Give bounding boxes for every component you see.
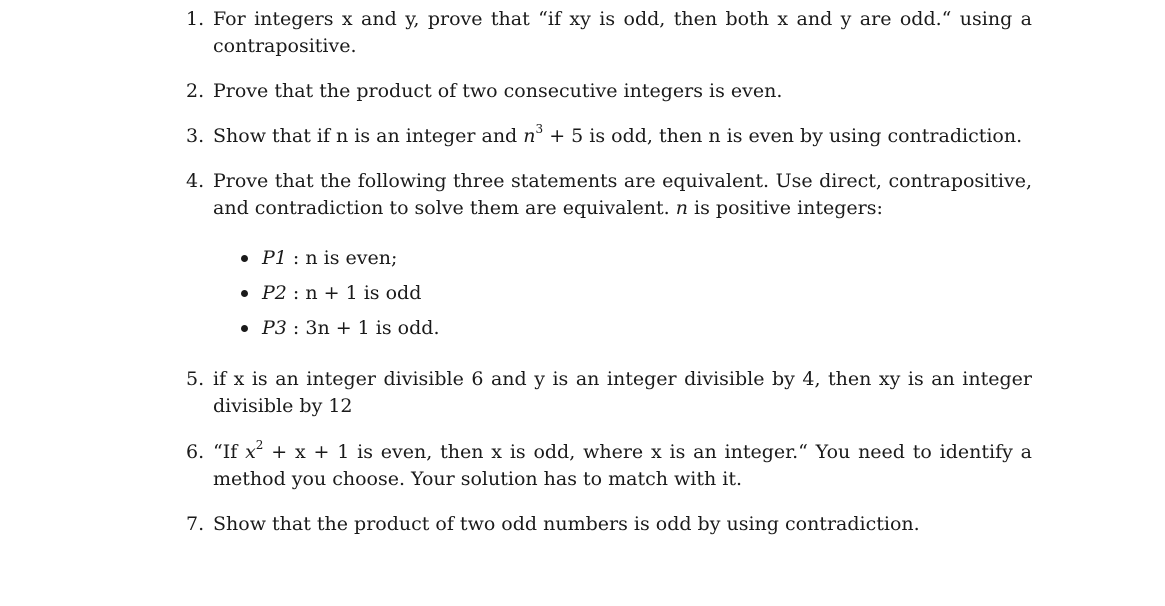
statement-text: : n is even; [286,247,398,269]
problem-number: 6. [186,441,205,463]
problem-text-line: contrapositive. [213,35,357,57]
problem-text-line: Show that the product of two odd numbers is odd by using contradiction. [213,513,920,535]
problem-text-line: method you choose. Your solution has to match with it. [213,468,743,490]
math-exponent: 3 [535,121,544,136]
problem-6 [186,439,1032,493]
statement-item [241,245,439,280]
bullet-icon [241,255,248,262]
statement-list [241,245,439,350]
problem-7 [186,511,1032,538]
math-variable: n [523,125,536,147]
problem-number: 4. [186,170,205,192]
problem-text-line: Prove that the product of two consecutive integers is even. [213,80,783,102]
text-segment: + x + 1 is even, then x is odd, where x is an integer.“ You need to identify a [263,441,1032,463]
bullet-icon [241,290,248,297]
bullet-icon [241,325,248,332]
problem-text-line: For integers x and y, prove that “if xy is odd, then both x and y are odd.“ using a [213,8,1032,30]
problem-number: 3. [186,125,205,147]
problem-text-line [213,195,1032,222]
problem-text-line [213,439,1032,466]
statement-label: P1 [262,247,287,269]
text-segment: is positive integers: [688,197,883,219]
problem-number: 7. [186,513,205,535]
problem-text-line [213,123,1032,150]
problem-1 [186,6,1032,60]
math-exponent: 2 [255,437,264,452]
problem-number: 5. [186,368,205,390]
statement-text: : n + 1 is odd [286,282,422,304]
text-segment: + 5 is odd, then n is even by using contradiction. [543,125,1023,147]
statement-label: P3 [262,317,287,339]
problem-4 [186,168,1032,222]
problem-3 [186,123,1032,150]
problem-text-line: if x is an integer divisible 6 and y is an integer divisible by 4, then xy is an integer [213,368,1032,390]
problem-number: 2. [186,80,205,102]
text-segment: and contradiction to solve them are equivalent. [213,197,676,219]
problem-text-line: divisible by 12 [213,395,353,417]
math-variable: x [245,441,256,463]
problem-text-line: Prove that the following three statements are equivalent. Use direct, contrapositive, [213,170,1032,192]
statement-label: P2 [262,282,287,304]
problem-number: 1. [186,8,205,30]
statement-text: : 3n + 1 is odd. [286,317,440,339]
problem-5 [186,366,1032,420]
text-segment: Show that if n is an integer and [213,125,524,147]
problem-2 [186,78,1032,105]
text-segment: “If [213,441,246,463]
statement-item [241,315,439,350]
statement-item [241,280,439,315]
math-variable: n [675,197,689,219]
